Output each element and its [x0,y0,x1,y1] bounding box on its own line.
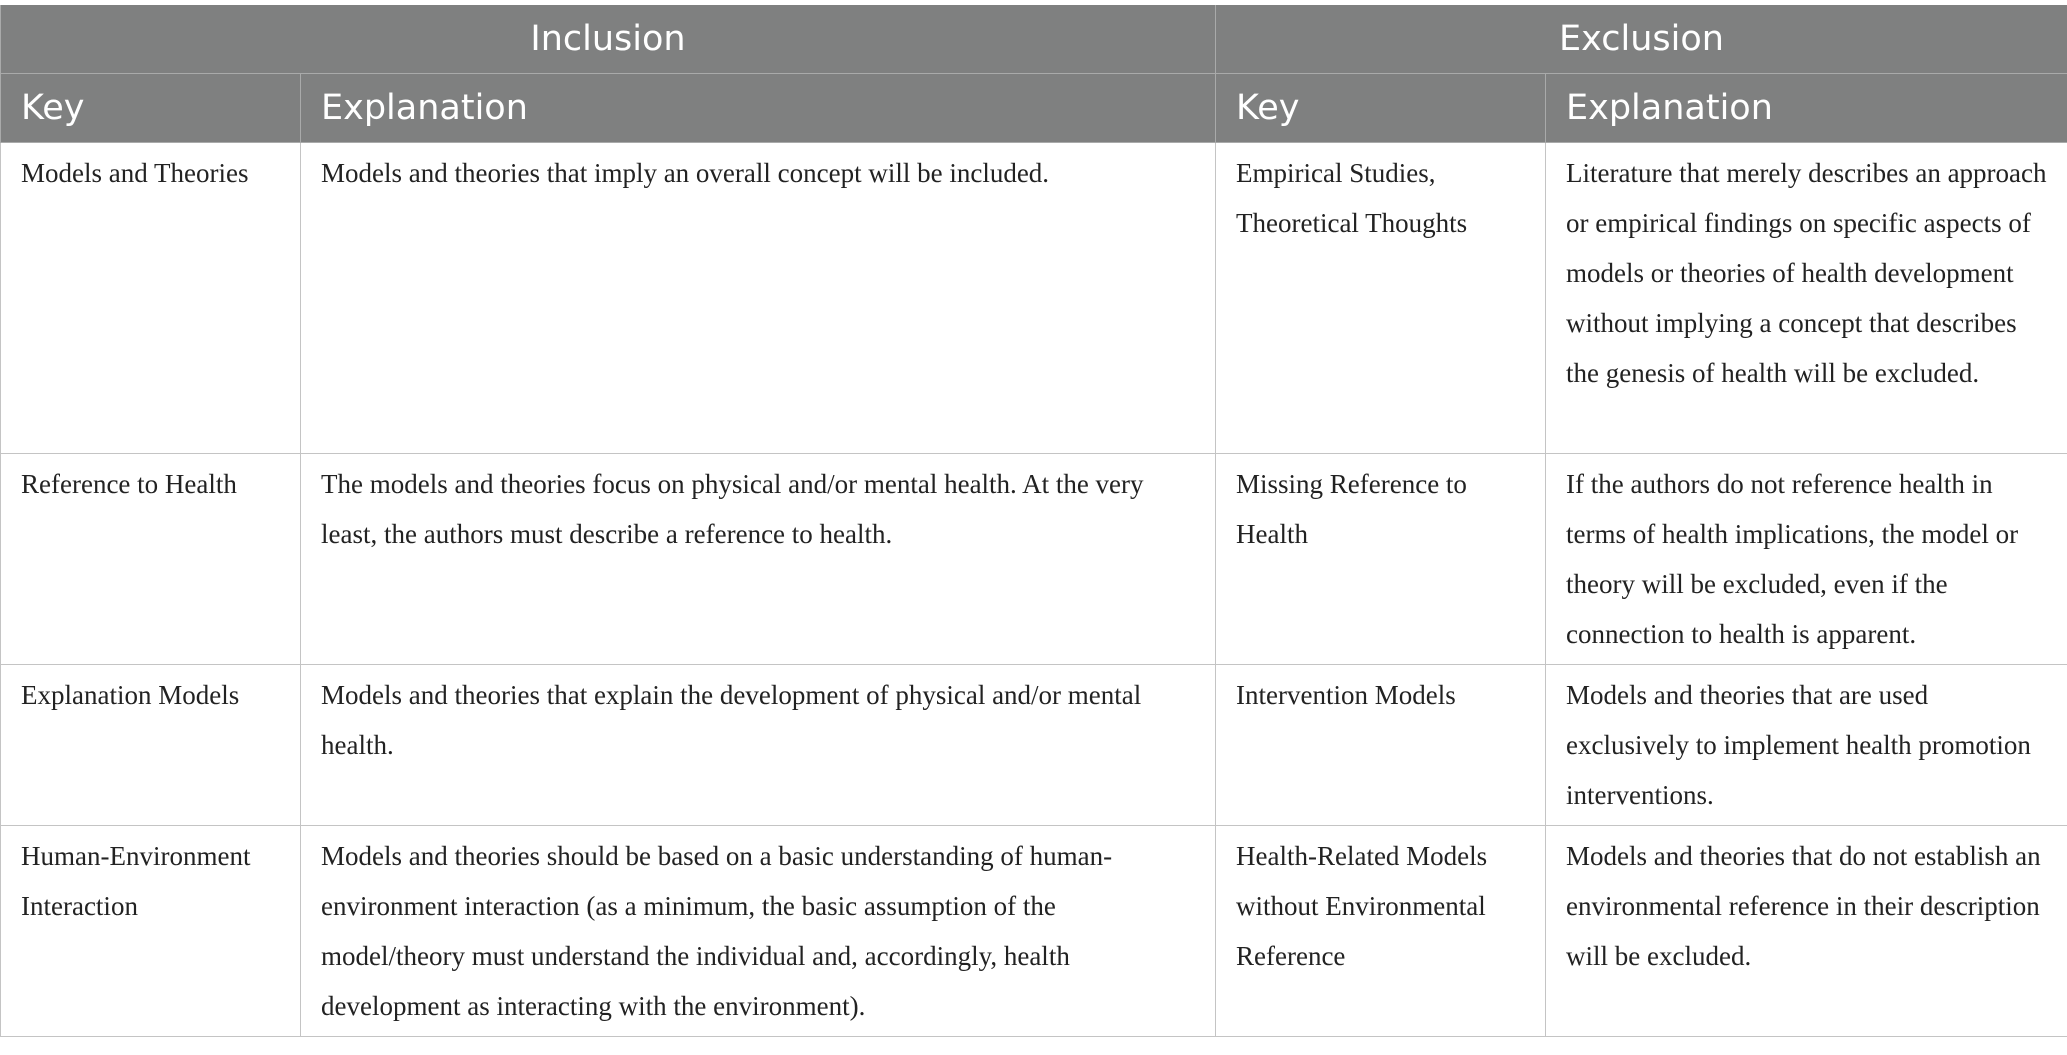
exclusion-explanation-cell: Literature that merely describes an approach or empirical findings on specific aspects of models or theories of health development without implying a concept that describes the genesis of health will be excluded. [1546,143,2067,454]
inclusion-explanation-header: Explanation [301,74,1216,143]
column-header-row [1,74,2067,143]
exclusion-explanation-cell: If the authors do not reference health in terms of health implications, the model or theory will be excluded, even if the connection to health is apparent. [1546,454,2067,665]
inclusion-key-cell: Explanation Models [1,665,301,826]
group-header-row [1,5,2067,74]
exclusion-explanation-cell: Models and theories that do not establish an environmental reference in their description will be excluded. [1546,826,2067,1037]
table-body [1,143,2067,1037]
inclusion-key-header: Key [1,74,301,143]
inclusion-key-cell: Models and Theories [1,143,301,454]
inclusion-key-cell: Reference to Health [1,454,301,665]
table-row [1,143,2067,454]
table-row [1,454,2067,665]
inclusion-key-cell: Human-Environment Interaction [1,826,301,1037]
inclusion-explanation-cell: Models and theories that imply an overall concept will be included. [301,143,1216,454]
table-header [1,5,2067,143]
table-row [1,665,2067,826]
exclusion-explanation-header: Explanation [1546,74,2067,143]
exclusion-explanation-cell: Models and theories that are used exclusively to implement health promotion interventions. [1546,665,2067,826]
exclusion-key-cell: Missing Reference to Health [1216,454,1546,665]
criteria-table [0,5,2067,1037]
exclusion-key-cell: Health-Related Models without Environmental Reference [1216,826,1546,1037]
inclusion-explanation-cell: The models and theories focus on physical and/or mental health. At the very least, the authors must describe a reference to health. [301,454,1216,665]
table-row [1,826,2067,1037]
inclusion-group-header: Inclusion [1,5,1216,74]
inclusion-explanation-cell: Models and theories that explain the development of physical and/or mental health. [301,665,1216,826]
inclusion-explanation-cell: Models and theories should be based on a basic understanding of human-environment interaction (as a minimum, the basic assumption of the model/theory must understand the individual and, accordingly, health development as interacting with the environment). [301,826,1216,1037]
exclusion-key-header: Key [1216,74,1546,143]
exclusion-key-cell: Empirical Studies, Theoretical Thoughts [1216,143,1546,454]
exclusion-key-cell: Intervention Models [1216,665,1546,826]
exclusion-group-header: Exclusion [1216,5,2067,74]
